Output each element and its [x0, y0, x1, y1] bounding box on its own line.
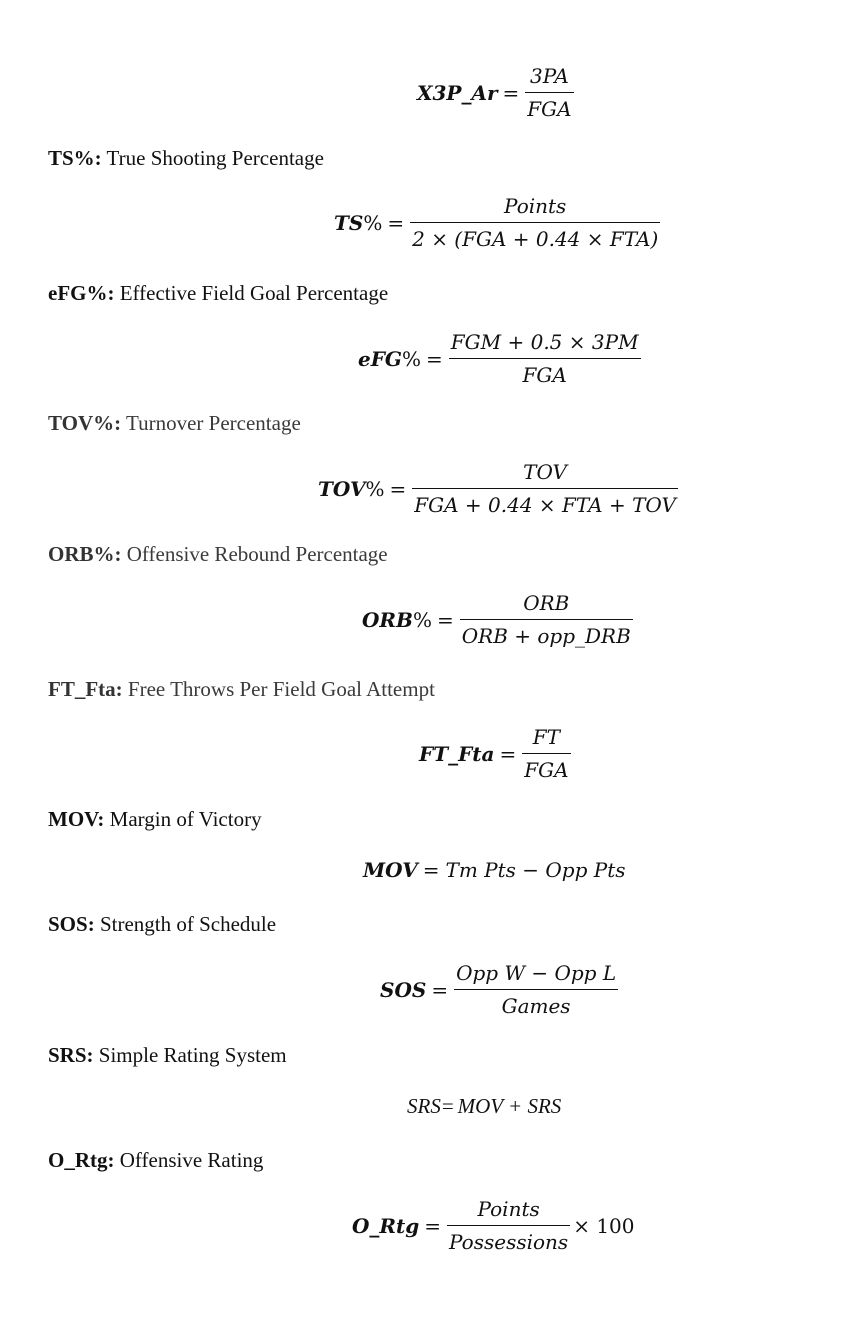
formula-efg: [358, 330, 641, 387]
definition-mov: [48, 807, 262, 831]
numerator: Points: [504, 194, 567, 218]
description: Margin of Victory: [104, 807, 262, 831]
formula-ft-fta: [419, 725, 571, 782]
formula-rhs: Tm Pts − Opp Pts: [445, 858, 626, 882]
denominator: 2 × (FGA + 0.44 × FTA): [412, 227, 659, 251]
description: Turnover Percentage: [121, 411, 301, 435]
definition-sos: [48, 912, 276, 936]
formula-lhs: O_Rtg: [352, 1213, 420, 1238]
fraction: [410, 194, 660, 251]
denominator: ORB + opp_DRB: [461, 624, 631, 648]
equals-sign: =: [499, 741, 517, 766]
formula-lhs: ORB%: [362, 607, 432, 632]
term: SOS:: [48, 912, 95, 936]
fraction: [412, 460, 678, 517]
formula-orb: [362, 591, 633, 648]
equals-sign: =: [422, 858, 440, 882]
separator: :: [115, 677, 123, 701]
equals-sign: =: [502, 80, 520, 105]
definition-ft-fta: [48, 677, 435, 701]
fraction: [460, 591, 633, 648]
formula-lhs: SOS: [380, 977, 427, 1002]
fraction: [525, 64, 573, 121]
numerator: ORB: [523, 591, 570, 615]
denominator: FGA + 0.44 × FTA + TOV: [414, 493, 676, 517]
denominator: FGA: [524, 758, 569, 782]
separator: :: [114, 542, 122, 566]
denominator: FGA: [527, 97, 572, 121]
description: Free Throws Per Field Goal Attempt: [122, 677, 435, 701]
formula-lhs: SRS: [407, 1094, 441, 1118]
formula-srs: [407, 1094, 561, 1119]
term: eFG%:: [48, 281, 115, 305]
fraction: [449, 330, 641, 387]
fraction: [454, 961, 618, 1018]
definition-efg: [48, 281, 388, 305]
formula-lhs: MOV: [363, 858, 418, 882]
formula-ts: [334, 194, 660, 251]
definition-o-rtg: [48, 1148, 263, 1172]
formula-sos: [380, 961, 618, 1018]
numerator: 3PA: [530, 64, 569, 88]
equals-sign: =: [441, 1094, 454, 1118]
definition-orb: [48, 542, 388, 566]
denominator: FGA: [522, 363, 567, 387]
formula-lhs: FT_Fta: [419, 741, 495, 766]
formula-lhs: TOV%: [318, 476, 385, 501]
description: True Shooting Percentage: [101, 146, 324, 170]
equals-sign: =: [389, 476, 407, 501]
formula-o-rtg: [352, 1197, 635, 1254]
formula-x3p-ar: [417, 64, 574, 121]
description: Strength of Schedule: [94, 912, 277, 936]
term: SRS:: [48, 1043, 94, 1067]
numerator: FT: [532, 725, 560, 749]
fraction: [447, 1197, 570, 1254]
term: O_Rtg:: [48, 1148, 115, 1172]
description: Offensive Rebound Percentage: [121, 542, 388, 566]
equals-sign: =: [436, 607, 454, 632]
formula-lhs: eFG%: [358, 346, 422, 371]
numerator: Opp W − Opp L: [456, 961, 617, 985]
fraction: [522, 725, 570, 782]
description: Effective Field Goal Percentage: [114, 281, 389, 305]
equals-sign: =: [431, 977, 449, 1002]
term: TS%:: [48, 146, 102, 170]
multiplier: × 100: [573, 1213, 635, 1238]
numerator: Points: [477, 1197, 540, 1221]
term: TOV%: [48, 411, 115, 435]
formula-lhs: X3P_Ar: [417, 80, 498, 105]
term: FT_Fta: [48, 677, 116, 701]
numerator: FGM + 0.5 × 3PM: [450, 330, 639, 354]
formula-lhs: TS%: [334, 210, 383, 235]
formula-rhs: MOV + SRS: [457, 1094, 562, 1118]
term: MOV:: [48, 807, 105, 831]
equals-sign: =: [426, 346, 443, 371]
term: ORB%: [48, 542, 115, 566]
separator: :: [114, 411, 122, 435]
description: Offensive Rating: [114, 1148, 264, 1172]
numerator: TOV: [523, 460, 567, 484]
denominator: Possessions: [449, 1230, 569, 1254]
equals-sign: =: [424, 1213, 442, 1238]
formula-tov: [318, 460, 678, 517]
definition-tov: [48, 411, 301, 435]
equals-sign: =: [387, 210, 405, 235]
definition-ts: [48, 146, 324, 170]
formula-mov: [363, 858, 626, 882]
description: Simple Rating System: [93, 1043, 287, 1067]
definition-srs: [48, 1043, 287, 1067]
denominator: Games: [501, 994, 571, 1018]
